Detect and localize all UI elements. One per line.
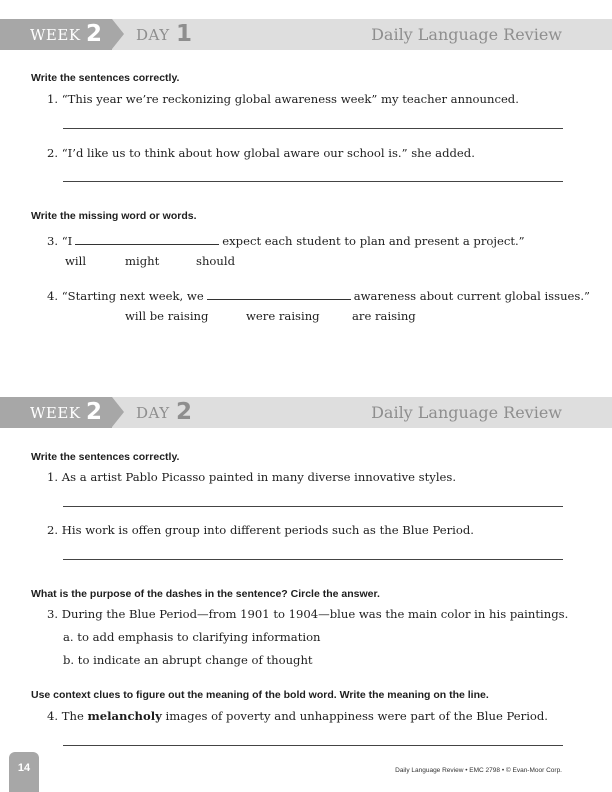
week-label: WEEK xyxy=(30,404,81,422)
day2-question-2: 2. His work is offen group into different periods such as the Blue Period. xyxy=(47,523,474,537)
day-number: 1 xyxy=(176,21,193,47)
day1-header-band xyxy=(0,19,612,50)
fill-blank[interactable] xyxy=(207,298,351,300)
q3-option-should[interactable]: should xyxy=(196,254,235,268)
q3-option-will[interactable]: will xyxy=(65,254,87,268)
answer-line[interactable] xyxy=(63,745,563,746)
day1-question-2: 2. “I’d like us to think about how global aware our school is.” she added. xyxy=(47,146,475,160)
week-number: 2 xyxy=(86,399,103,425)
q3-answer-a[interactable]: a. to add emphasis to clarifying information xyxy=(63,630,321,644)
q3-answer-b[interactable]: b. to indicate an abrupt change of thought xyxy=(63,653,313,667)
footer-credit: Daily Language Review • EMC 2798 • © Evan-Moor Corp. xyxy=(395,767,562,774)
day1-instruction-2: Write the missing word or words. xyxy=(31,210,197,222)
week-label: WEEK xyxy=(30,26,81,44)
day2-instruction-1: Write the sentences correctly. xyxy=(31,451,180,463)
week-number: 2 xyxy=(86,21,103,47)
day2-header-band xyxy=(0,397,612,428)
q4-end: images of poverty and unhappiness were part of the Blue Period. xyxy=(165,709,548,723)
fill-blank[interactable] xyxy=(75,243,219,245)
week-tab xyxy=(0,397,112,428)
q4-option-will-be-raising[interactable]: will be raising xyxy=(125,309,209,323)
header-title: Daily Language Review xyxy=(371,25,562,44)
week-tab-chevron xyxy=(112,19,124,49)
q4-option-were-raising[interactable]: were raising xyxy=(246,309,320,323)
day2-question-4 xyxy=(47,709,548,723)
day-number: 2 xyxy=(176,399,193,425)
day1-instruction-1: Write the sentences correctly. xyxy=(31,72,180,84)
bold-vocab-word: melancholy xyxy=(87,709,162,723)
day2-instruction-2: What is the purpose of the dashes in the sentence? Circle the answer. xyxy=(31,588,380,600)
page-number: 14 xyxy=(17,762,31,774)
answer-line[interactable] xyxy=(63,506,563,507)
day1-question-4 xyxy=(47,289,590,303)
day2-question-1: 1. As a artist Pablo Picasso painted in many diverse innovative styles. xyxy=(47,470,457,484)
day-label: DAY xyxy=(136,404,170,422)
q4-start: 4. The xyxy=(47,709,84,723)
answer-line[interactable] xyxy=(63,128,563,129)
q3-end: expect each student to plan and present a project.” xyxy=(222,234,525,248)
q4-start: 4. “Starting next week, we xyxy=(47,289,204,303)
answer-line[interactable] xyxy=(63,559,563,560)
page-number-tab xyxy=(9,752,39,792)
day1-question-3 xyxy=(47,234,525,248)
day2-question-3: 3. During the Blue Period—from 1901 to 1904—blue was the main color in his paintings. xyxy=(47,607,569,621)
q3-start: 3. “I xyxy=(47,234,73,248)
q3-option-might[interactable]: might xyxy=(125,254,160,268)
q4-end: awareness about current global issues.” xyxy=(353,289,590,303)
header-title: Daily Language Review xyxy=(371,403,562,422)
answer-line[interactable] xyxy=(63,181,563,182)
week-tab xyxy=(0,19,112,50)
day1-question-1: 1. “This year we’re reckonizing global awareness week” my teacher announced. xyxy=(47,92,519,106)
day2-instruction-3: Use context clues to figure out the meaning of the bold word. Write the meaning on the line. xyxy=(31,689,489,701)
q4-option-are-raising[interactable]: are raising xyxy=(352,309,416,323)
day-label: DAY xyxy=(136,26,170,44)
week-tab-chevron xyxy=(112,397,124,427)
